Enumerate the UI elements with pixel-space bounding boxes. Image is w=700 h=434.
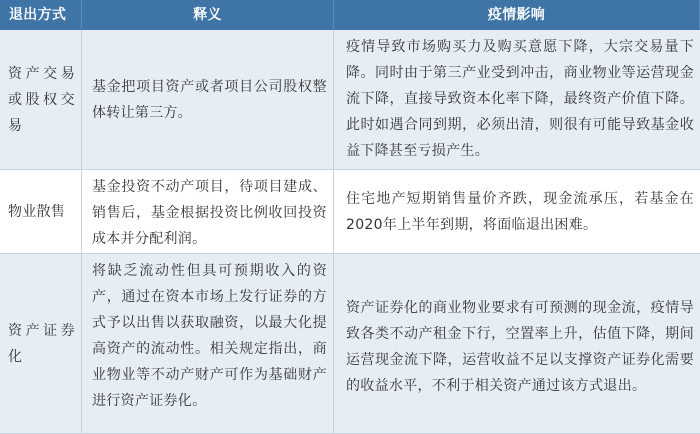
table-row [0, 254, 700, 434]
table-row [0, 170, 700, 254]
header-epidemic-impact: 疫情影响 [334, 0, 700, 30]
cell-definition: 基金投资不动产项目，待项目建成、销售后，基金根据投资比例收回投资成本并分配利润。 [82, 170, 334, 253]
cell-definition: 将缺乏流动性但具可预期收入的资产，通过在资本市场上发行证券的方式予以出售以获取融资，以最大化提高资产的流动性。相关规定指出，商业物业等不动产财产可作为基础财产进行资产证券化。 [82, 254, 334, 433]
table-row [0, 30, 700, 170]
cell-definition: 基金把项目资产或者项目公司股权整体转让第三方。 [82, 30, 334, 169]
cell-exit-method: 资产证券化 [0, 254, 82, 433]
cell-epidemic-impact: 住宅地产短期销售量价齐跌，现金流承压，若基金在2020年上半年到期，将面临退出困难。 [346, 190, 694, 233]
cell-exit-method: 资产交易或股权交易 [0, 30, 82, 169]
cell-epidemic-impact: 疫情导致市场购买力及购买意愿下降，大宗交易量下降。同时由于第三产业受到冲击，商业物业等运营现金流下降，直接导致资本化率下降，最终资产价值下降。此时如遇合同到期，必须出清，则很有可能导致基金收益下降甚至亏损产生。 [346, 39, 694, 159]
cell-epidemic-impact: 资产证券化的商业物业要求有可预测的现金流，疫情导致各类不动产租金下行，空置率上升，估值下降，期间运营现金流下降，运营收益不足以支撑资产证券化需要的收益水平，不利于相关资产通过该方式退出。 [346, 299, 694, 394]
header-exit-method: 退出方式 [0, 0, 82, 30]
header-definition: 释义 [82, 0, 334, 30]
cell-exit-method: 物业散售 [0, 170, 82, 253]
table-header-row [0, 0, 700, 30]
